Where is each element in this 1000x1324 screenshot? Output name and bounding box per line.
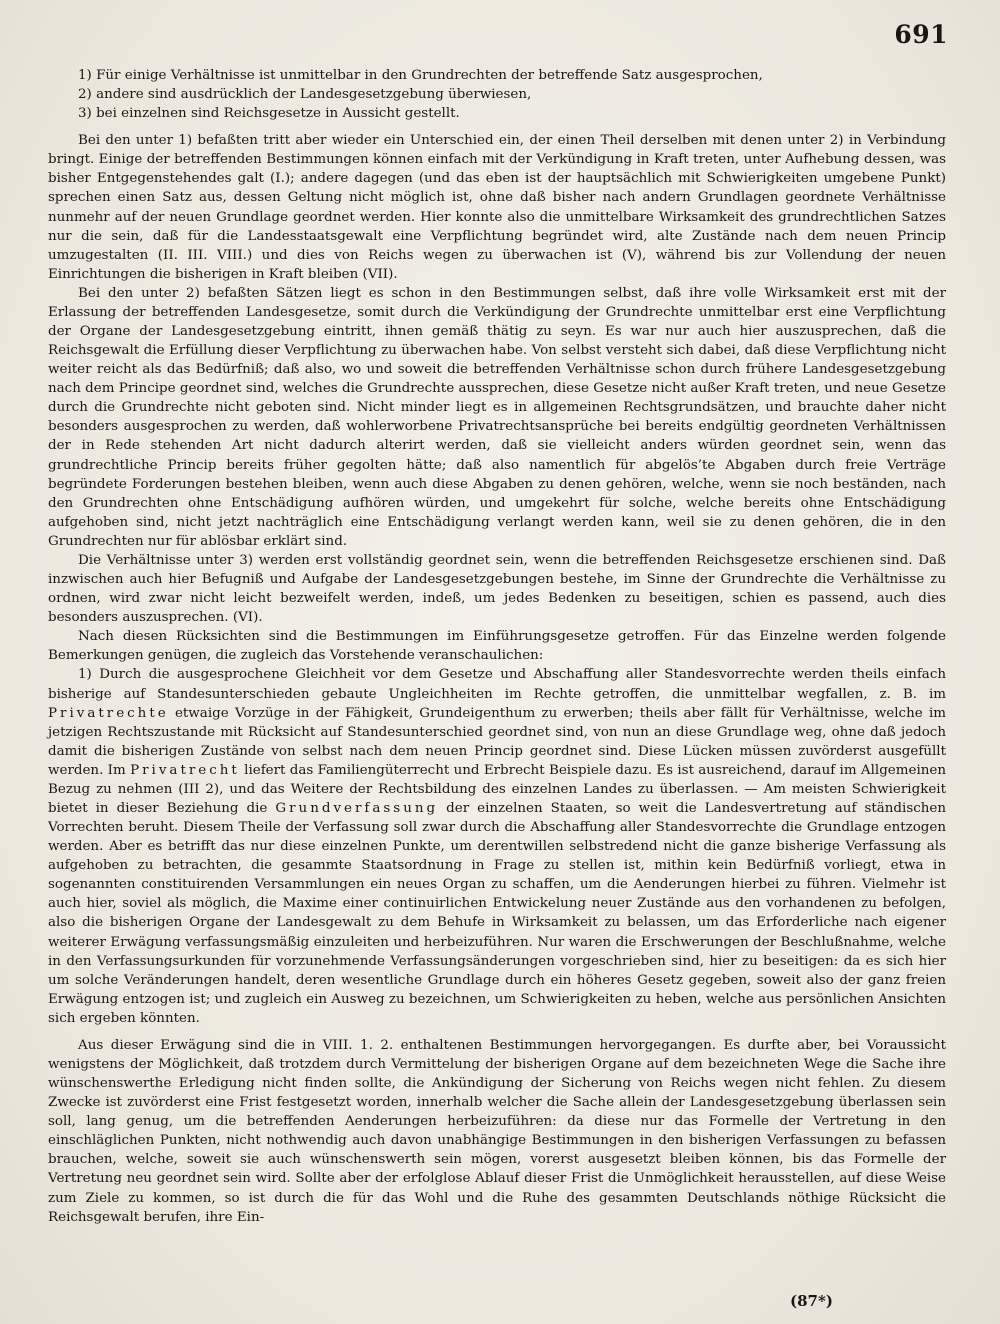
- remark-1: [48, 665, 946, 1027]
- paragraph-landesgesetze: Bei den unter 2) befaßten Sätzen liegt es schon in den Bestimmungen selbst, daß ihre volle Wirksamkeit erst mit der Erlassung der betreffenden Landesgesetze, somit durch die Verkündigung der Grundrechte unmittelbar erst eine Verpflichtung der Organe der Landesgesetzgebung eintritt, ihnen gemäß thätig zu seyn. Es war nur auch hier auszusprechen, daß die Reichsgewalt die Erfüllung dieser Verpflichtung zu überwachen habe. Von selbst versteht sich dabei, daß diese Verpflichtung nicht weiter reicht als das Bedürfniß; daß also, wo und soweit die betreffenden Verhältnisse schon durch frühere Landesgesetzgebung nach dem Principe geordnet sind, welches die Grundrechte aussprechen, diese Gesetze nicht außer Kraft treten, und neue Gesetze durch die Grundrechte nicht geboten sind. Nicht minder liegt es in allgemeinen Rechtsgrundsätzen, und brauchte daher nicht besonders ausgesprochen zu werden, daß wohlerworbene Privatrechtsansprüche bei bereits endgültig geordneten Verhältnissen der in Rede stehenden Art nicht dadurch alterirt werden, daß sie vielleicht anders würden geordnet sein, wenn das grundrechtliche Princip bereits früher gegolten hätte; daß also namentlich für abgelös’te Abgaben durch freie Verträge begründete Forderungen bestehen bleiben, wenn auch diese Abgaben zu denen gehören, welche, wenn sie noch beständen, nach den Grundrechten ohne Entschädigung aufhören würden, und umgekehrt für solche, welche bereits ohne Entschädigung aufgehoben sind, nicht jetzt nachträglich eine Entschädigung verlangt werden kann, weil sie zu denen gehören, die in den Grundrechten nur für ablösbar erklärt sind.: [48, 285, 946, 549]
- sheet-signature: (87*): [790, 1292, 833, 1310]
- remark-1-part-a: 1) Durch die ausgesprochene Gleichheit vor dem Gesetze und Abschaffung aller Standesvorrechte werden theils einfach bisherige auf Standesunterschieden gebaute Ungleichheiten im Rechte getroffen, die unmittelbar wegfallen, z. B. im: [48, 667, 946, 702]
- remark-1-spaced-grundverfassung: Grundverfassung: [275, 800, 439, 816]
- paragraph-distinction: Bei den unter 1) befaßten tritt aber wieder ein Unterschied ein, der einen Theil derselben mit denen unter 2) in Verbindung bringt. Einige der betreffenden Bestimmungen können einfach mit der Verkündigung in Kraft treten, unter Aufhebung dessen, was bisher Entgegenstehendes galt (I.); andere dagegen (und das eben ist der hauptsächlich mit Schwierigkeiten umgebene Punkt) sprechen einen Satz aus, dessen Geltung nicht möglich ist, ohne daß bisher nach andern Grundlagen geordnete Verhältnisse nunmehr auf der neuen Grundlage geordnet werden. Hier konnte also die unmittelbare Wirksamkeit des grundrechtlichen Satzes nur die sein, daß für die Landesstaatsgewalt eine Verpflichtung begründet wird, alte Zustände nach dem neuen Princip umzugestalten (II. III. VIII.) und dies von Reichs wegen zu überwachen ist (V), während bis zur Vollendung der neuen Einrichtungen die bisherigen in Kraft bleiben (VII).: [48, 133, 946, 282]
- body-text: [48, 66, 946, 1227]
- paragraph-closing: Aus dieser Erwägung sind die in VIII. 1. 2. enthaltenen Bestimmungen hervorgegangen. Es durfte aber, bei Voraussicht wenigstens der Möglichkeit, daß trotzdem durch Vermittelung der bisherigen Organe auf dem bezeichneten Wege die Sache ihre wünschenswerthe Erledigung nicht finden sollte, die Ankündigung der Sicherung von Reichs wegen nicht fehlen. Zu diesem Zwecke ist zuvörderst eine Frist festgesetzt worden, innerhalb welcher die Sache allein der Landesgesetzgebung überlassen sein soll, lang genug, um die betreffenden Aenderungen herbeizuführen: da diese nur das Formelle der Vertretung in den einschläglichen Punkten, nicht nothwendig auch davon unabhängige Bestimmungen in den bisherigen Verfassungen zu befassen brauchen, welche, soweit sie auch wünschenswerth sein mögen, vorerst ausgesetzt bleiben können, bis das Formelle der Vertretung neu geordnet sein wird. Sollte aber der erfolglose Ablauf dieser Frist die Unmöglichkeit herausstellen, auf diese Weise zum Ziele zu kommen, so ist durch die für das Wohl und die Ruhe des gesammten Deutschlands nöthige Rücksicht die Reichsgewalt berufen, ihre Ein-: [48, 1037, 946, 1225]
- page-number: 691: [894, 20, 948, 49]
- remark-1-part-b: etwaige Vorzüge in der Fähigkeit, Grundeigenthum zu erwerben; theils aber fällt für Verhältnisse, welche im jetzigen Rechtszustande mit Rücksicht auf Standesunterschied geordnet sind, von nun an diese Grundlage weg, ohne daß jedoch damit die bisherigen Zustände von selbst nach dem neuen Princip geordnet sind. Diese Lücken müssen zuvörderst ausgefüllt werden. Im: [48, 705, 946, 778]
- remark-1-part-d: der einzelnen Staaten, so weit die Landesvertretung auf ständischen Vorrechten beruht. Diesem Theile der Verfassung soll zwar durch die Abschaffung aller Standesvorrechte die Grundlage entzogen werden. Aber es betrifft das nur diese einzelnen Punkte, um derentwillen selbstredend nicht die ganze bisherige Verfassung als aufgehoben zu betrachten, die gesammte Staatsordnung in Frage zu stellen ist, mithin kein Bedürfniß vorliegt, etwa in sogenannten constituirenden Versammlungen ein neues Organ zu schaffen, um die Aenderungen hierbei zu führen. Vielmehr ist auch hier, soviel als möglich, die Maxime einer continuirlichen Entwickelung neuer Zustände aus den vorhandenen zu befolgen, also die bisherigen Organe der Landesgewalt zu dem Behufe in Wirksamkeit zu belassen, um das Erforderliche nach eigener weiterer Erwägung verfassungsmäßig einzuleiten und herbeizuführen. Nur waren die Erschwerungen der Beschlußnahme, welche in den Verfassungsurkunden für vorzunehmende Verfassungsänderungen vorgeschrieben sind, hier zu beseitigen: da es sich hier um solche Veränderungen handelt, deren wesentliche Grundlage durch ein höheres Gesetz gegeben, soweit also der ganz freien Erwägung entzogen ist; und zugleich ein Ausweg zu bezeichnen, um Schwierigkeiten zu heben, welche aus persönlichen Ansichten sich ergeben könnten.: [48, 800, 947, 1026]
- remark-1-part-c: liefert das Familiengüterrecht und Erbrecht Beispiele dazu. Es ist ausreichend, darauf im Allgemeinen Bezug zu nehmen (III 2), und das Weitere der Rechtsbildung des einzelnen Landes zu überlassen. — Am meisten Schwierigkeit bietet in dieser Beziehung die: [48, 762, 946, 816]
- intro-item-1: 1) Für einige Verhältnisse ist unmittelbar in den Grundrechten der betreffende Satz ausgesprochen,: [78, 68, 763, 83]
- paragraph-bemerkungen-intro: Nach diesen Rücksichten sind die Bestimmungen im Einführungsgesetze getroffen. Für das Einzelne werden folgende Bemerkungen genügen, die zugleich das Vorstehende veranschaulichen:: [48, 629, 946, 664]
- intro-item-2: 2) andere sind ausdrücklich der Landesgesetzgebung überwiesen,: [78, 87, 532, 103]
- intro-item-3: 3) bei einzelnen sind Reichsgesetze in Aussicht gestellt.: [78, 106, 460, 122]
- remark-1-spaced-privatrechte: Privatrechte: [48, 705, 169, 721]
- paragraph-reichsgesetze: Die Verhältnisse unter 3) werden erst vollständig geordnet sein, wenn die betreffenden Reichsgesetze erschienen sind. Daß inzwischen auch hier Befugniß und Aufgabe der Landesgesetzgebungen bestehe, im Sinne der Grundrechte die Verhältnisse zu ordnen, wird zwar nicht leicht bezweifelt werden, indeß, um jedes Bedenken zu beseitigen, schien es passend, auch dies besonders auszusprechen. (VI).: [48, 552, 946, 626]
- remark-1-spaced-privatrecht: Privatrecht: [130, 762, 240, 778]
